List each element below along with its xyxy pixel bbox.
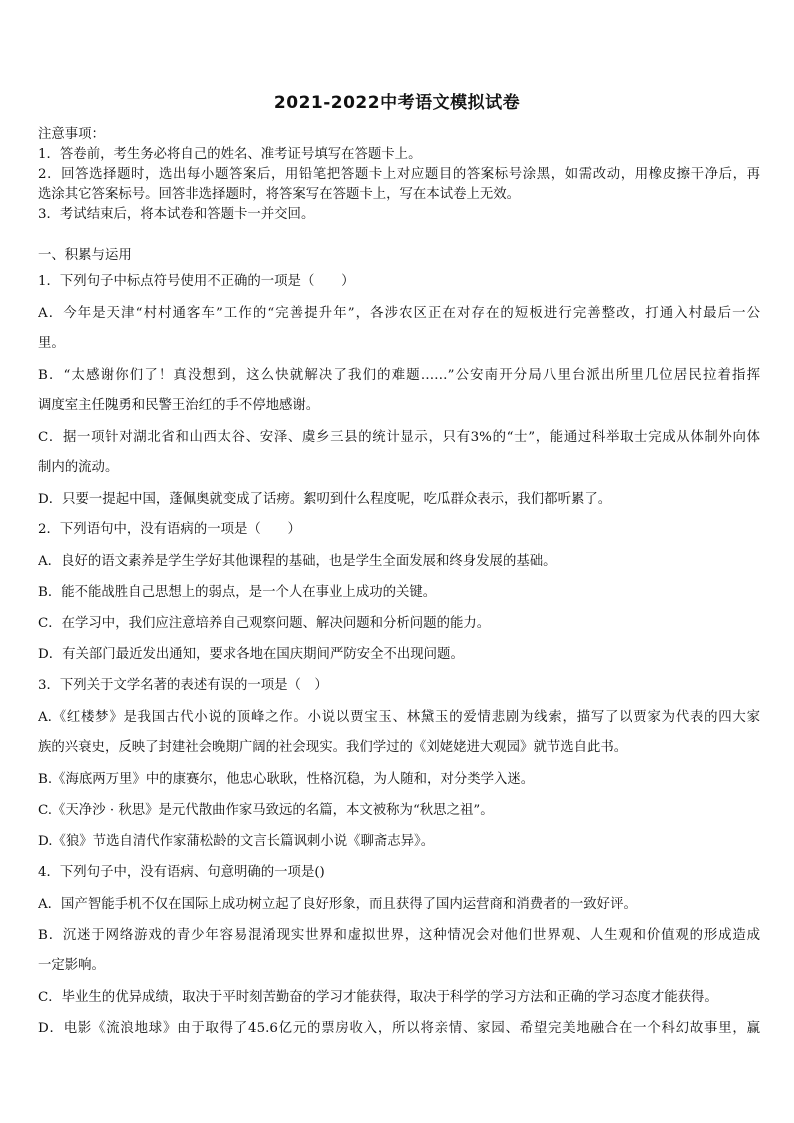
notice-line-2: 2．回答选择题时，选出每小题答案后，用铅笔把答题卡上对应题目的答案标号涂黑，如需改动，用橡皮擦干净后，再 bbox=[38, 167, 760, 182]
q4-option-d-line-1: D．电影《流浪地球》由于取得了45.6亿元的票房收入，所以将亲情、家园、希望完美地融合在一个科幻故事里，赢 bbox=[38, 1021, 760, 1036]
notice-line-4: 3．考试结束后，将本试卷和答题卡一并交回。 bbox=[38, 207, 315, 222]
q3-option-c: C.《天净沙 · 秋思》是元代散曲作家马致远的名篇，本文被称为“秋思之祖”。 bbox=[38, 803, 494, 818]
q1-option-d: D．只要一提起中国，蓬佩奥就变成了话痨。絮叨到什么程度呢，吃瓜群众表示，我们都听累了。 bbox=[38, 492, 612, 507]
q3-option-a-line-1: A.《红楼梦》是我国古代小说的顶峰之作。小说以贾宝玉、林黛玉的爱情悲剧为线索，描写了以贾家为代表的四大家 bbox=[38, 710, 760, 725]
q4-option-b-line-2: 一定影响。 bbox=[38, 958, 105, 973]
q3-option-d: D.《狼》节选自清代作家蒲松龄的文言长篇讽刺小说《聊斋志异》。 bbox=[38, 834, 435, 849]
q2-option-b: B．能不能战胜自己思想上的弱点，是一个人在事业上成功的关键。 bbox=[38, 585, 437, 600]
notice-heading: 注意事项： bbox=[38, 127, 105, 142]
q4-option-a: A．国产智能手机不仅在国际上成功树立起了良好形象，而且获得了国内运营商和消费者的一致好评。 bbox=[38, 897, 637, 912]
page-title: 2021-2022中考语文模拟试卷 bbox=[273, 93, 521, 113]
notice-line-1: 1．答卷前，考生务必将自己的姓名、准考证号填写在答题卡上。 bbox=[38, 147, 422, 162]
q4-option-b-line-1: B．沉迷于网络游戏的青少年容易混淆现实世界和虚拟世界，这种情况会对他们世界观、人生观和价值观的形成造成 bbox=[38, 928, 760, 943]
q1-option-b-line-1: B．“太感谢你们了！真没想到，这么快就解决了我们的难题……”公安南开分局八里台派出所里几位居民拉着指挥 bbox=[38, 368, 760, 383]
q1-option-b-line-2: 调度室主任隗勇和民警王治红的手不停地感谢。 bbox=[38, 398, 320, 413]
q2-option-a: A．良好的语文素养是学生学好其他课程的基础，也是学生全面发展和终身发展的基础。 bbox=[38, 554, 557, 569]
q1-option-c-line-1: C．据一项针对湖北省和山西太谷、安泽、虞乡三县的统计显示，只有3%的“士”，能通过科举取士完成从体制外向体 bbox=[38, 430, 760, 445]
q2-option-c: C．在学习中，我们应注意培养自己观察问题、解决问题和分析问题的能力。 bbox=[38, 616, 491, 631]
q1-option-c-line-2: 制内的流动。 bbox=[38, 460, 119, 475]
question-3-stem: 3．下列关于文学名著的表述有误的一项是（ ） bbox=[38, 678, 328, 693]
q4-option-c: C．毕业生的优异成绩，取决于平时刻苦勤奋的学习才能获得，取决于科学的学习方法和正确的学习态度才能获得。 bbox=[38, 990, 718, 1005]
question-4-stem: 4．下列句子中，没有语病、句意明确的一项是() bbox=[38, 865, 325, 880]
q2-option-d: D．有关部门最近发出通知，要求各地在国庆期间严防安全不出现问题。 bbox=[38, 647, 464, 662]
question-2-stem: 2．下列语句中，没有语病的一项是（ ） bbox=[38, 522, 301, 537]
q3-option-a-line-2: 族的兴衰史，反映了封建社会晚期广阔的社会现实。我们学过的《刘姥姥进大观园》就节选自此书。 bbox=[38, 740, 628, 755]
q3-option-b: B.《海底两万里》中的康赛尔，他忠心耿耿，性格沉稳，为人随和，对分类学入迷。 bbox=[38, 772, 535, 787]
section-heading: 一、积累与运用 bbox=[38, 248, 132, 263]
notice-line-3: 选涂其它答案标号。回答非选择题时，将答案写在答题卡上，写在本试卷上无效。 bbox=[38, 187, 521, 202]
q1-option-a-line-2: 里。 bbox=[38, 336, 65, 351]
q1-option-a-line-1: A．今年是天津“村村通客车”工作的“完善提升年”，各涉农区正在对存在的短板进行完善整改，打通入村最后一公 bbox=[38, 306, 760, 321]
question-1-stem: 1．下列句子中标点符号使用不正确的一项是（ ） bbox=[38, 274, 355, 289]
